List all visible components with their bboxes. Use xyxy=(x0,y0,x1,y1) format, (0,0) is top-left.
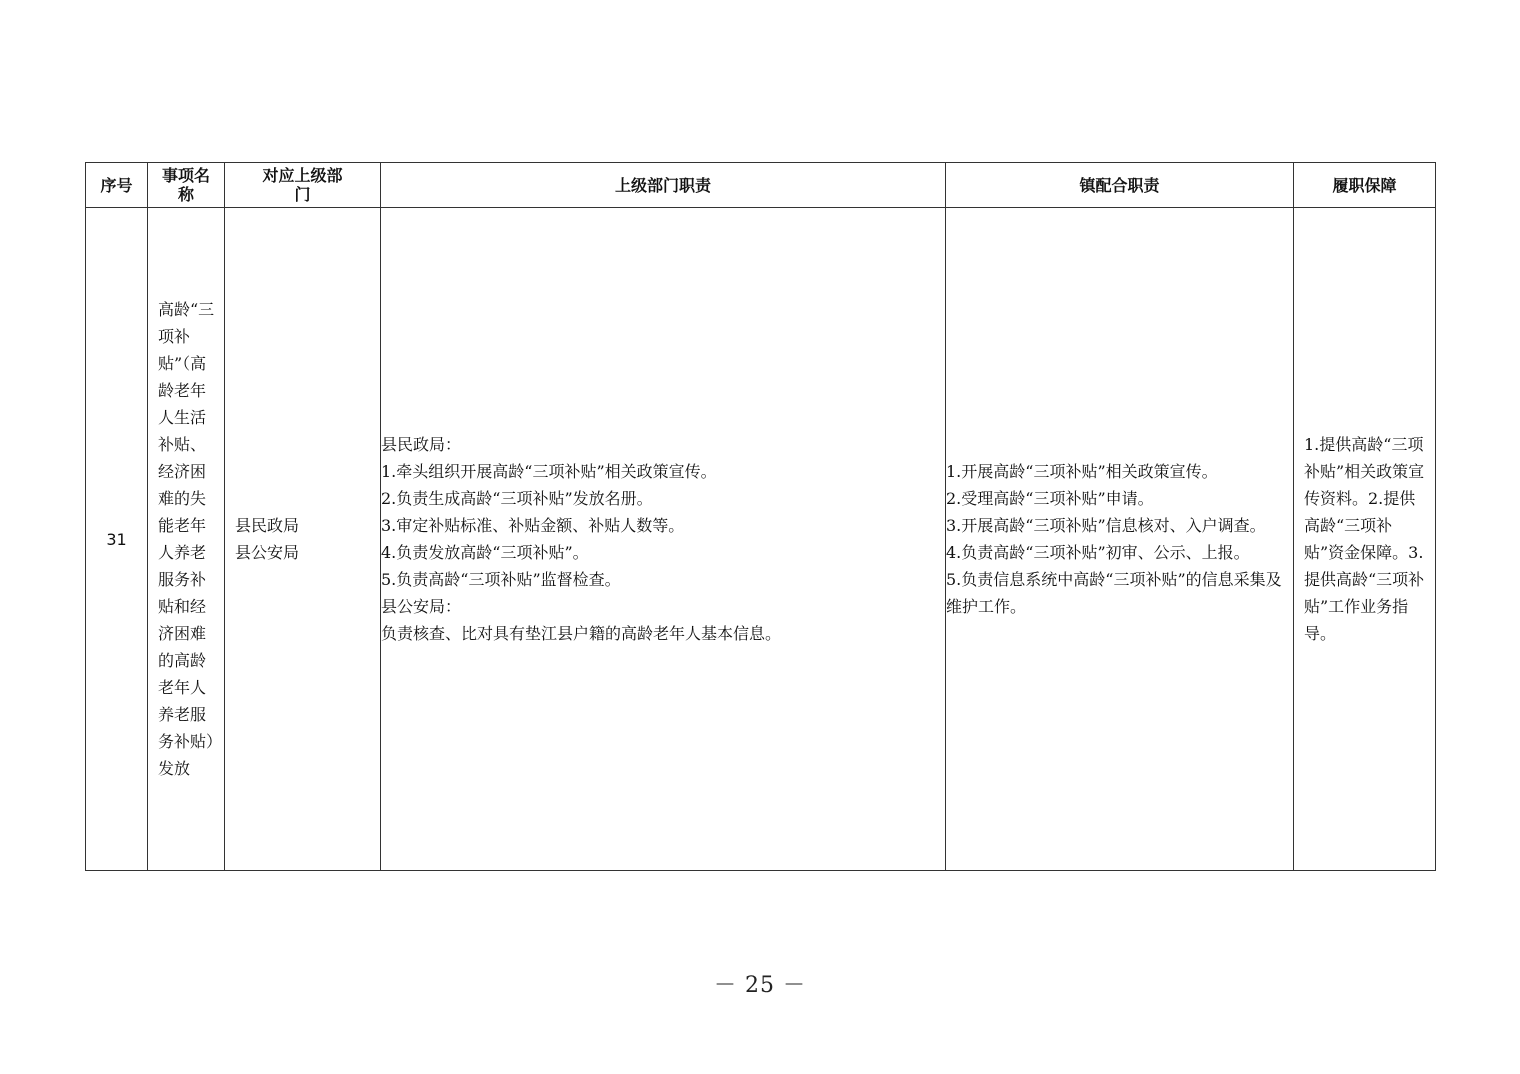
header-item-name xyxy=(148,163,225,208)
town-duty-line: 4.负责高龄“三项补贴”初审、公示、上报。 xyxy=(946,543,1250,562)
cell-item-name xyxy=(148,208,225,871)
dept-line: 县民政局 xyxy=(235,516,300,535)
page-number: － 25 － xyxy=(714,973,806,998)
header-superior-dept-label: 对应上级部门 xyxy=(262,166,343,204)
header-town-duties xyxy=(946,163,1294,208)
item-name-text: 高龄“三项补贴”（高龄老年人生活补贴、经济困难的失能老年人养老服务补贴和经济困难的高龄老年人养老服务补贴）发放 xyxy=(158,300,215,778)
cell-town-duties xyxy=(946,208,1294,871)
table-row xyxy=(86,208,1436,871)
cell-guarantee xyxy=(1294,208,1436,871)
header-item-name-label: 事项名称 xyxy=(162,166,211,204)
header-guarantee xyxy=(1294,163,1436,208)
town-duty-line: 2.受理高龄“三项补贴”申请。 xyxy=(946,489,1154,508)
header-superior-dept xyxy=(225,163,381,208)
table-header-row xyxy=(86,163,1436,208)
header-serial-label: 序号 xyxy=(100,175,133,195)
header-superior-duties xyxy=(381,163,946,208)
superior-duty-line: 负责核查、比对具有垫江县户籍的高龄老年人基本信息。 xyxy=(381,624,782,643)
superior-duty-line: 4.负责发放高龄“三项补贴”。 xyxy=(381,543,589,562)
serial-number: 31 xyxy=(106,529,127,549)
superior-duty-line: 县民政局： xyxy=(381,435,462,454)
dept-line: 县公安局 xyxy=(235,543,300,562)
superior-duty-line: 1.牵头组织开展高龄“三项补贴”相关政策宣传。 xyxy=(381,462,717,481)
cell-superior-duties xyxy=(381,208,946,871)
superior-duty-line: 3.审定补贴标准、补贴金额、补贴人数等。 xyxy=(381,516,685,535)
town-duty-line: 1.开展高龄“三项补贴”相关政策宣传。 xyxy=(946,462,1218,481)
town-duty-line: 3.开展高龄“三项补贴”信息核对、入户调查。 xyxy=(946,516,1266,535)
cell-superior-dept xyxy=(225,208,381,871)
header-guarantee-label: 履职保障 xyxy=(1332,175,1397,195)
responsibility-table xyxy=(85,162,1436,871)
superior-duty-line: 县公安局： xyxy=(381,597,462,616)
town-duty-line: 5.负责信息系统中高龄“三项补贴”的信息采集及维护工作。 xyxy=(946,570,1282,616)
cell-serial xyxy=(86,208,148,871)
superior-duty-line: 5.负责高龄“三项补贴”监督检查。 xyxy=(381,570,621,589)
header-serial xyxy=(86,163,148,208)
header-town-duties-label: 镇配合职责 xyxy=(1079,175,1160,195)
guarantee-text: 1.提供高龄“三项补贴”相关政策宣传资料。2.提供高龄“三项补贴”资金保障。3.提供高龄“三项补贴”工作业务指导。 xyxy=(1304,435,1425,643)
superior-duty-line: 2.负责生成高龄“三项补贴”发放名册。 xyxy=(381,489,653,508)
header-superior-duties-label: 上级部门职责 xyxy=(614,175,711,195)
